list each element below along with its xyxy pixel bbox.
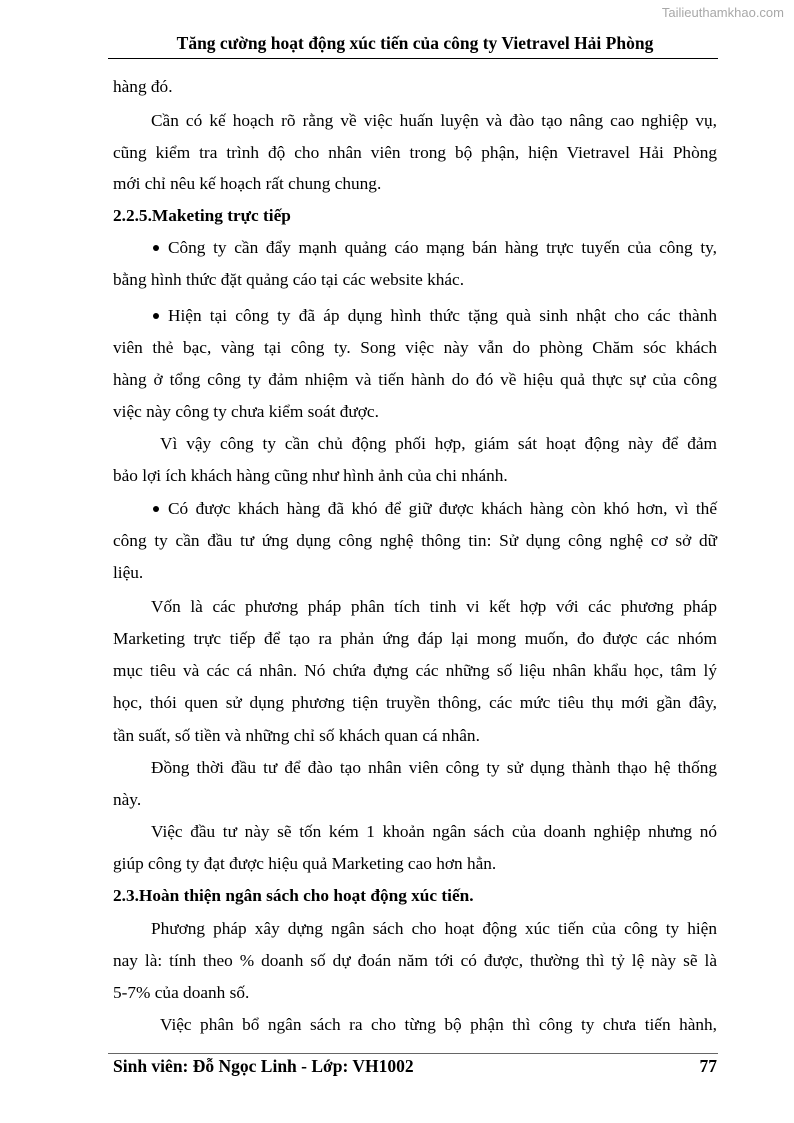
bullet-icon — [153, 245, 159, 251]
text-line — [160, 434, 717, 454]
footer-student: Sinh viên: Đỗ Ngọc Linh - Lớp: VH1002 — [113, 1056, 414, 1076]
text-line — [113, 563, 717, 583]
text-line — [113, 143, 717, 163]
text-line — [113, 338, 717, 358]
text-line — [160, 1015, 717, 1035]
text-line — [113, 629, 717, 649]
bullet-icon — [153, 506, 159, 512]
text-line — [153, 499, 717, 519]
text-line — [151, 111, 717, 131]
text-line — [151, 919, 717, 939]
line-text: công ty cần đầu tư ứng dụng công nghệ thông tin: Sử dụng công nghệ cơ sở dữ — [113, 531, 717, 550]
text-line — [113, 854, 717, 874]
text-line — [151, 597, 717, 617]
text-line — [113, 531, 717, 551]
line-text: hàng ở tổng công ty đảm nhiệm và tiến hành do đó về hiệu quả thực sự của công — [113, 370, 717, 389]
line-text: mới chỉ nêu kế hoạch rất chung chung. — [113, 174, 382, 193]
line-text: Đồng thời đầu tư để đào tạo nhân viên công ty sử dụng thành thạo hệ thống — [151, 758, 717, 777]
watermark: Tailieuthamkhao.com — [661, 5, 784, 20]
line-text: này. — [113, 790, 142, 809]
line-text: cũng kiểm tra trình độ cho nhân viên trong bộ phận, hiện Vietravel Hải Phòng — [113, 143, 717, 162]
line-text: 5-7% của doanh số. — [113, 983, 250, 1002]
line-text: Công ty cần đẩy mạnh quảng cáo mạng bán hàng trực tuyến của công ty, — [168, 238, 717, 257]
text-line — [151, 822, 717, 842]
line-text: bảo lợi ích khách hàng cũng như hình ảnh của chi nhánh. — [113, 466, 508, 485]
text-line — [113, 370, 717, 390]
bullet-icon — [153, 313, 159, 319]
text-line — [113, 402, 717, 422]
line-text: giúp công ty đạt được hiệu quả Marketing cao hơn hẳn. — [113, 854, 497, 873]
line-text: Hiện tại công ty đã áp dụng hình thức tặng quà sinh nhật cho các thành — [168, 306, 717, 325]
line-text: học, thói quen sử dụng phương tiện truyền thông, các mức tiêu thụ mới gần đây, — [113, 693, 717, 712]
text-line — [113, 983, 717, 1003]
header-rule — [108, 58, 718, 59]
text-line — [151, 758, 717, 778]
text-line — [113, 77, 717, 97]
line-text: Vốn là các phương pháp phân tích tinh vi kết hợp với các phương pháp — [151, 597, 717, 616]
text-line — [153, 238, 717, 258]
line-text: tần suất, số tiền và những chỉ số khách quan cá nhân. — [113, 726, 480, 745]
text-line — [113, 726, 717, 746]
line-text: việc này công ty chưa kiểm soát được. — [113, 402, 379, 421]
line-text: Cần có kế hoạch rõ rằng về việc huấn luyện và đào tạo nâng cao nghiệp vụ, — [151, 111, 717, 130]
line-text: Phương pháp xây dựng ngân sách cho hoạt động xúc tiến của công ty hiện — [151, 919, 717, 938]
line-text: hàng đó. — [113, 77, 173, 96]
line-text: Marketing trực tiếp để tạo ra phản ứng đáp lại mong muốn, đo được các nhóm — [113, 629, 717, 648]
text-line — [113, 466, 717, 486]
line-text: liệu. — [113, 563, 144, 582]
text-line — [113, 951, 717, 971]
line-text: Việc đầu tư này sẽ tốn kém 1 khoản ngân sách của doanh nghiệp nhưng nó — [151, 822, 717, 841]
text-line — [153, 306, 717, 326]
page-number: 77 — [699, 1056, 717, 1076]
line-text: nay là: tính theo % doanh số dự đoán năm tới có được, thường thì tỷ lệ này sẽ là — [113, 951, 717, 970]
text-line — [113, 693, 717, 713]
line-text: Việc phân bổ ngân sách ra cho từng bộ phận thì công ty chưa tiến hành, — [160, 1015, 717, 1034]
section-heading — [113, 206, 717, 226]
text-line — [113, 174, 717, 194]
text-line — [113, 270, 717, 290]
line-text: Vì vậy công ty cần chủ động phối hợp, giám sát hoạt động này để đảm — [160, 434, 717, 453]
footer-rule — [108, 1053, 718, 1054]
line-text: mục tiêu và các cá nhân. Nó chứa đựng các những số liệu nhân khẩu học, tâm lý — [113, 661, 717, 680]
line-text: Có được khách hàng đã khó để giữ được khách hàng còn khó hơn, vì thế — [168, 499, 717, 518]
section-heading — [113, 886, 717, 906]
line-text: 2.2.5.Maketing trực tiếp — [113, 206, 291, 225]
text-line — [113, 790, 717, 810]
text-line — [113, 661, 717, 681]
line-text: viên thẻ bạc, vàng tại công ty. Song việc này vẫn do phòng Chăm sóc khách — [113, 338, 717, 357]
line-text: bằng hình thức đặt quảng cáo tại các website khác. — [113, 270, 465, 289]
running-header: Tăng cường hoạt động xúc tiến của công ty Vietravel Hải Phòng — [176, 33, 654, 53]
line-text: 2.3.Hoàn thiện ngân sách cho hoạt động xúc tiến. — [113, 886, 474, 905]
